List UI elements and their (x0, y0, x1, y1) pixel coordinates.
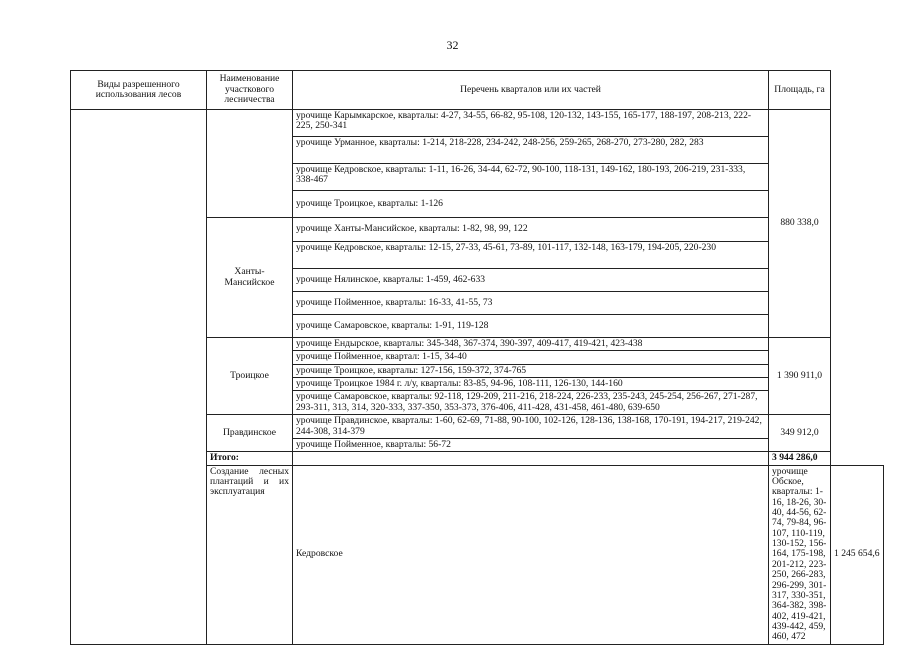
quarter-row: урочище Правдинское, кварталы: 1-60, 62-69, 71-88, 90-100, 102-126, 128-136, 138-168, 170-191, 194-217, 219-242, 244-308, 314-379 (293, 415, 769, 439)
quarter-row: урочище Самаровское, кварталы: 1-91, 119-128 (293, 315, 769, 338)
quarter-row: урочище Троицкое, кварталы: 127-156, 159-372, 374-765 (293, 364, 769, 377)
quarter-row: урочище Самаровское, кварталы: 92-118, 129-209, 211-216, 218-224, 226-233, 235-243, 245-254, 256-267, 271-287, 293-311, 313, 314, 320-333, 337-350, 353-373, 376-406, 411-428, 431-458, 461-480, 639-650 (293, 391, 769, 415)
quarter-row: урочище Троицкое 1984 г. л/у, кварталы: 83-85, 94-96, 108-111, 126-130, 144-160 (293, 378, 769, 391)
quarter-row: урочище Нялинское, кварталы: 1-459, 462-633 (293, 269, 769, 292)
area-cell: 1 390 911,0 (769, 338, 831, 415)
forestry-cell: Кедровское (293, 465, 769, 644)
page-number: 32 (446, 38, 459, 52)
quarter-row: урочище Урманное, кварталы: 1-214, 218-228, 234-242, 248-256, 259-265, 268-270, 273-280, 282, 283 (293, 137, 769, 164)
forestry-cell: Правдинское (207, 415, 293, 452)
table-header-row (71, 71, 884, 110)
quarter-row: урочище Пойменное, кварталы: 56-72 (293, 438, 769, 451)
quarter-row: урочище Ханты-Мансийское, кварталы: 1-82, 98, 99, 122 (293, 218, 769, 242)
area-cell: 1 245 654,6 (831, 465, 884, 644)
quarter-row: урочище Пойменное, кварталы: 16-33, 41-55, 73 (293, 292, 769, 315)
quarter-row: урочище Пойменное, квартал: 1-15, 34-40 (293, 351, 769, 364)
area-cell: 349 912,0 (769, 415, 831, 452)
area-cell: 880 338,0 (769, 110, 831, 338)
header-use-type: Виды разрешенного использования лесов (71, 71, 207, 110)
forestry-cell: Ханты-Мансийское (207, 218, 293, 338)
quarter-row: урочище Кедровское, кварталы: 12-15, 27-33, 45-61, 73-89, 101-117, 132-148, 163-179, 194-205, 220-230 (293, 242, 769, 269)
quarter-row: урочище Троицкое, кварталы: 1-126 (293, 191, 769, 218)
forestry-cell-empty (207, 110, 293, 218)
table-row (71, 110, 884, 137)
header-forestry: Наименование участкового лесничества (207, 71, 293, 110)
total-label: Итого: (207, 452, 293, 465)
total-value: 3 944 286,0 (769, 452, 831, 465)
quarter-row: урочище Кедровское, кварталы: 1-11, 16-26, 34-44, 62-72, 90-100, 118-131, 149-162, 180-193, 206-219, 231-333, 338-467 (293, 164, 769, 191)
forestry-cell: Троицкое (207, 338, 293, 415)
quarter-row: урочище Обское, кварталы: 1-16, 18-26, 30-40, 44-56, 62-74, 79-84, 96-107, 110-119, 130-152, 156-164, 175-198, 201-212, 223-250, 266-283, 296-299, 301-317, 330-351, 364-382, 398-402, 419-421, 439-442, 459, 460, 472 (769, 465, 831, 644)
forest-use-table (70, 70, 884, 645)
header-quarters: Перечень кварталов или их частей (293, 71, 769, 110)
quarter-row: урочище Карымкарское, кварталы: 4-27, 34-55, 66-82, 95-108, 120-132, 143-155, 165-177, 188-197, 208-213, 222-225, 250-341 (293, 110, 769, 137)
use-type-cell: Создание лесных плантаций и их эксплуатация (207, 465, 293, 644)
use-type-cell-empty (71, 110, 207, 645)
header-area: Площадь, га (769, 71, 831, 110)
quarter-row: урочище Ендырское, кварталы: 345-348, 367-374, 390-397, 409-417, 419-421, 423-438 (293, 338, 769, 351)
total-empty (293, 452, 769, 465)
